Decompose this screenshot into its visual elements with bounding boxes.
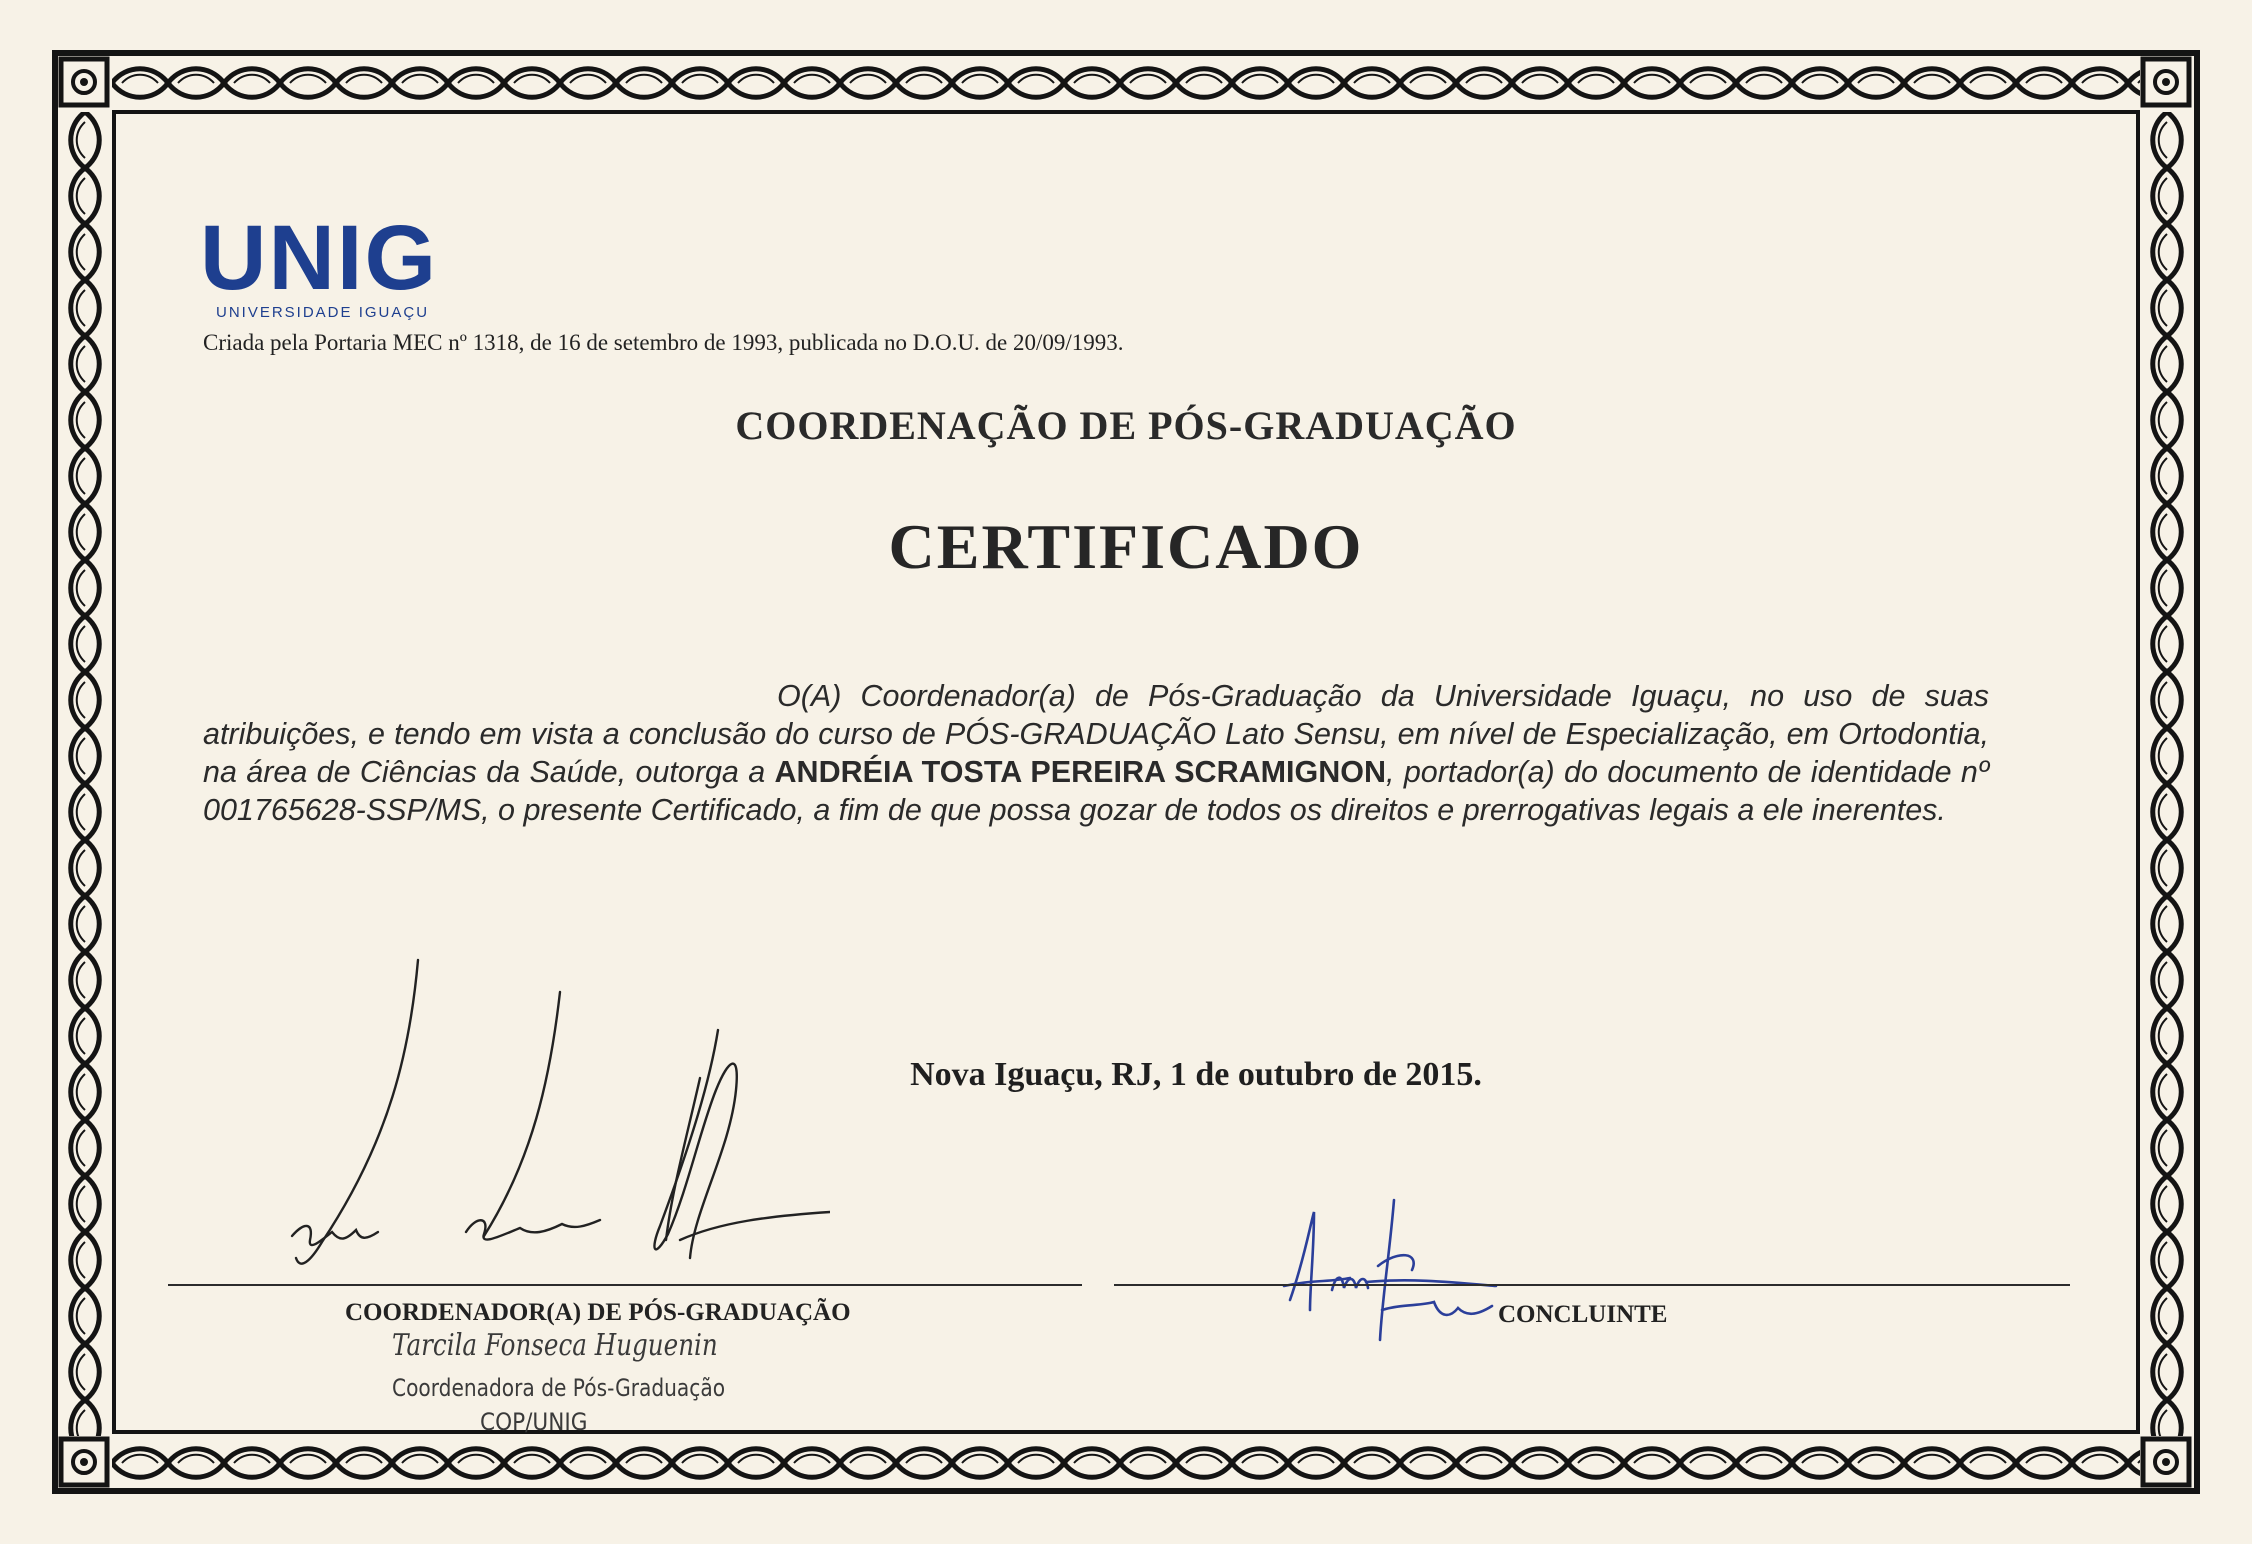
corner-ornament-icon: [58, 1436, 110, 1488]
bottom-ornamental-band: [112, 1438, 2140, 1488]
coordinator-label: COORDENADOR(A) DE PÓS-GRADUAÇÃO: [345, 1299, 851, 1326]
place-and-date: Nova Iguaçu, RJ, 1 de outubro de 2015.: [910, 1056, 1482, 1093]
corner-ornament-icon: [2140, 56, 2192, 108]
graduate-signature-line: [1114, 1284, 2070, 1286]
logo-wordmark: UNIG: [200, 207, 438, 309]
stamp-role: Coordenadora de Pós-Graduação: [392, 1374, 726, 1402]
recipient-name: ANDRÉIA TOSTA PEREIRA SCRAMIGNON: [774, 754, 1387, 789]
top-ornamental-band: [112, 58, 2140, 108]
document-title: CERTIFICADO: [888, 511, 1364, 582]
corner-ornament-icon: [2140, 1436, 2192, 1488]
body-text-before-name: O(A) Coordenador(a) de Pós-Graduação da Universidade Iguaçu, no uso de suas atribuições, e tendo em vista a conclusão do curso de PÓS-GRADUAÇÃO Lato Sensu, em nível de Especialização, em Ortodontia, na área de Ciências da Saúde, outorga a: [203, 678, 1989, 789]
coordinator-signature: [270, 940, 830, 1300]
creation-note: Criada pela Portaria MEC nº 1318, de 16 de setembro de 1993, publicada no D.O.U. de 20/09/1993.: [203, 330, 1124, 355]
right-ornamental-band: [2142, 112, 2192, 1436]
department-title: COORDENAÇÃO DE PÓS-GRADUAÇÃO: [735, 403, 1517, 448]
stamp-unit: COP/UNIG: [480, 1408, 588, 1436]
coordinator-signature-line: [168, 1284, 1082, 1286]
stamp-name: Tarcila Fonseca Huguenin: [392, 1328, 718, 1363]
graduate-signature: [1270, 1190, 1500, 1350]
graduate-label: CONCLUINTE: [1498, 1301, 1668, 1328]
left-ornamental-band: [60, 112, 110, 1436]
certificate-body: [203, 677, 1989, 829]
logo-subtitle: UNIVERSIDADE IGUAÇU: [216, 304, 430, 321]
body-text-after-name: , portador(a) do documento de identidade nº 001765628-SSP/MS, o presente Certificado, a fim de que possa gozar de todos os direitos e prerrogativas legais a ele inerentes.: [203, 754, 1989, 827]
university-logo: [200, 207, 440, 326]
corner-ornament-icon: [58, 56, 110, 108]
